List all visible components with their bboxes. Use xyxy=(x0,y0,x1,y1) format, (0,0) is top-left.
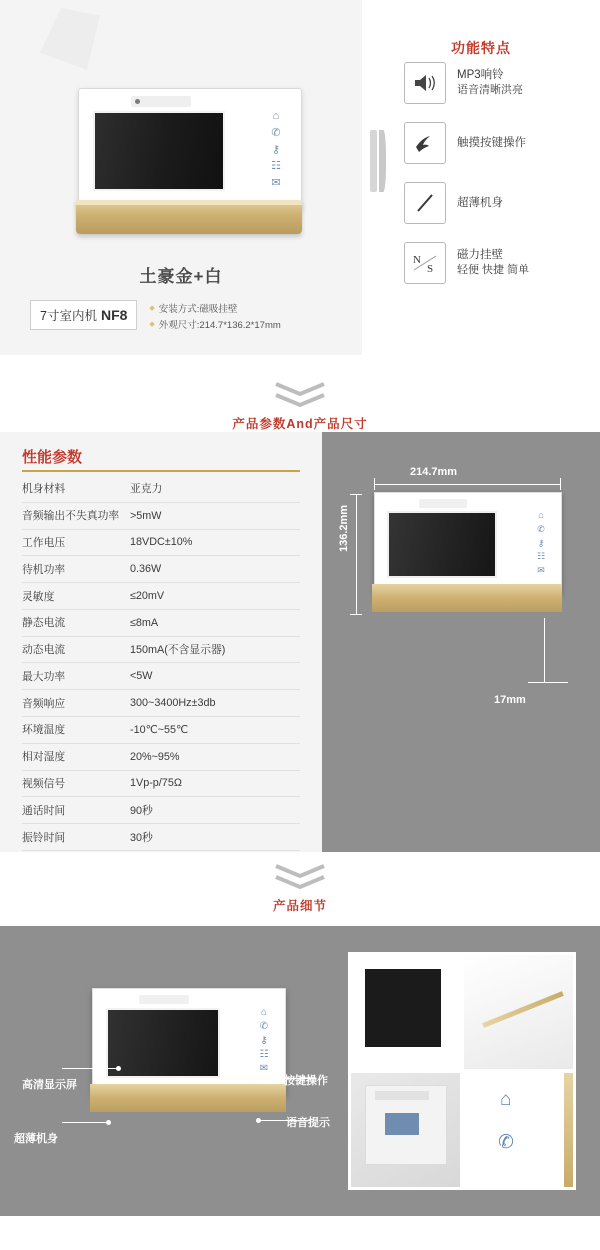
spec-value: >5mW xyxy=(130,502,300,529)
section-divider-params xyxy=(0,370,600,432)
divider-label-details: 产品细节 xyxy=(272,899,327,913)
feature-text-magnet xyxy=(457,247,529,280)
table-row xyxy=(22,502,300,529)
product-image-main xyxy=(78,88,300,238)
spec-key: 待机功率 xyxy=(22,556,130,583)
table-row xyxy=(22,476,300,502)
message-icon: ✉ xyxy=(271,177,281,189)
feature-line1: 触摸按键操作 xyxy=(457,136,526,149)
touch-hand-icon xyxy=(404,122,446,164)
feature-item-slim xyxy=(404,182,600,224)
product-image-detail xyxy=(92,988,284,1118)
dim-tick-thick xyxy=(528,682,568,683)
svg-text:S: S xyxy=(427,263,434,274)
key-icon: ⚷ xyxy=(271,143,281,156)
table-row xyxy=(22,717,300,744)
model-label: 7寸室内机 xyxy=(40,309,97,323)
brand-logo xyxy=(139,995,189,1004)
specs-title-underline xyxy=(22,470,300,472)
home-icon: ⌂ xyxy=(538,510,544,520)
table-row xyxy=(22,663,300,690)
feature-item-magnet xyxy=(404,242,600,284)
menu-icon: ☷ xyxy=(271,160,281,173)
brand-logo xyxy=(131,96,191,107)
spec-key: 灵敏度 xyxy=(22,583,130,610)
spec-key: 音频输出不失真功率 xyxy=(22,502,130,529)
detail-photo-back xyxy=(351,1073,460,1187)
phone-icon: ✆ xyxy=(537,523,545,534)
dim-line-width xyxy=(374,484,560,485)
features-list xyxy=(404,62,600,302)
leader-line-slim xyxy=(62,1122,108,1123)
spec-key: 音频响应 xyxy=(22,690,130,717)
feature-line1: 磁力挂壁 xyxy=(457,248,503,261)
device-gold-base xyxy=(372,584,562,612)
home-icon: ⌂ xyxy=(500,1089,512,1110)
spec-key: 振铃时间 xyxy=(22,824,130,851)
feature-text-touch xyxy=(457,135,526,152)
dimension-diagram-panel xyxy=(322,432,600,852)
device-screen xyxy=(93,111,225,191)
spec-value: 20%~95% xyxy=(130,743,300,770)
dimension-height-label: 136.2mm xyxy=(338,504,350,552)
table-row xyxy=(22,743,300,770)
leader-line-display xyxy=(62,1068,118,1069)
home-icon: ⌂ xyxy=(272,110,280,122)
feature-line1: MP3响铃 xyxy=(457,68,504,81)
features-title: 功能特点 xyxy=(451,40,511,56)
device-touch-icons xyxy=(254,1008,274,1074)
feature-line1: 超薄机身 xyxy=(457,196,503,209)
spec-value: 亚克力 xyxy=(130,476,300,502)
detail-photo-screen xyxy=(351,955,460,1069)
spec-value: 30秒 xyxy=(130,824,300,851)
magnet-ns-icon xyxy=(404,242,446,284)
device-touch-icons xyxy=(263,111,289,189)
table-row xyxy=(22,583,300,610)
table-row xyxy=(22,529,300,556)
spec-value: 1Vp-p/75Ω xyxy=(130,770,300,797)
key-icon: ⚷ xyxy=(260,1035,268,1046)
dim-tick-right xyxy=(560,478,561,490)
leader-dot-keys xyxy=(264,1076,269,1081)
spec-value: 150mA(不含显示器) xyxy=(130,636,300,663)
detail-photo-buttons xyxy=(464,1073,573,1187)
callout-key-operation: 按键操作 xyxy=(284,1075,328,1087)
dimension-width-label: 214.7mm xyxy=(410,466,458,478)
table-row xyxy=(22,824,300,851)
message-icon: ✉ xyxy=(537,565,545,575)
detail-photo-edge xyxy=(464,955,573,1069)
spec-key: 工作电压 xyxy=(22,529,130,556)
model-info-row xyxy=(30,300,350,333)
spec-value: 300~3400Hz±3db xyxy=(130,690,300,717)
callout-display: 高清显示屏 xyxy=(22,1079,77,1091)
speaker-icon xyxy=(404,62,446,104)
device-screen xyxy=(106,1008,220,1078)
menu-icon: ☷ xyxy=(259,1049,269,1060)
leader-dot-display xyxy=(116,1066,121,1071)
spec-value: <5W xyxy=(130,663,300,690)
feature-item-touch xyxy=(404,122,600,164)
decorative-shape xyxy=(40,8,100,70)
device-body xyxy=(374,492,562,594)
spec-key: 相对湿度 xyxy=(22,743,130,770)
model-spec-list xyxy=(149,300,280,333)
spec-key: 机身材料 xyxy=(22,476,130,502)
dim-line-thick xyxy=(544,618,545,682)
spec-key: 视频信号 xyxy=(22,770,130,797)
hero-right-panel xyxy=(362,0,600,355)
spec-key: 静态电流 xyxy=(22,609,130,636)
spec-key: 通话时间 xyxy=(22,797,130,824)
specs-section xyxy=(0,432,600,852)
menu-icon: ☷ xyxy=(536,551,546,562)
feature-item-mp3 xyxy=(404,62,600,104)
spec-key: 最大功率 xyxy=(22,663,130,690)
spec-value: 0.36W xyxy=(130,556,300,583)
model-badge xyxy=(30,300,137,330)
spec-install: ◆ 安装方式:磁吸挂壁 xyxy=(149,302,280,318)
phone-icon: ✆ xyxy=(259,1021,269,1032)
feature-text-slim xyxy=(457,195,503,212)
table-row xyxy=(22,636,300,663)
device-gold-base xyxy=(76,200,302,234)
table-row xyxy=(22,797,300,824)
details-section xyxy=(0,926,600,1216)
spec-value: 90秒 xyxy=(130,797,300,824)
phone-icon: ✆ xyxy=(498,1132,514,1153)
phone-icon: ✆ xyxy=(271,126,281,139)
message-icon: ✉ xyxy=(259,1063,269,1074)
feature-line2: 轻便 快捷 简单 xyxy=(457,264,530,277)
spec-key: 环境温度 xyxy=(22,717,130,744)
callout-slim-body: 超薄机身 xyxy=(14,1133,58,1145)
section-divider-details xyxy=(0,852,600,926)
table-row xyxy=(22,770,300,797)
table-row xyxy=(22,556,300,583)
home-icon: ⌂ xyxy=(260,1007,268,1018)
dim-tick-top xyxy=(350,494,362,495)
leader-dot-voice xyxy=(256,1118,261,1123)
leader-dot-slim xyxy=(106,1120,111,1125)
hero-left-panel xyxy=(0,0,362,355)
spec-value: -10℃~55℃ xyxy=(130,717,300,744)
device-body xyxy=(78,88,302,212)
key-icon: ⚷ xyxy=(537,537,545,548)
dim-line-height xyxy=(356,494,357,614)
chevron-down-icon xyxy=(274,382,326,408)
spec-value: 18VDC±10% xyxy=(130,529,300,556)
dim-tick-left xyxy=(374,478,375,490)
feature-line2: 语音清晰洪亮 xyxy=(457,84,523,97)
specs-table-panel xyxy=(0,432,322,852)
model-code: NF8 xyxy=(100,307,128,323)
spec-value: ≤20mV xyxy=(130,583,300,610)
dimension-thickness-label: 17mm xyxy=(494,694,526,706)
spec-size: ◆ 外观尺寸:214.7*136.2*17mm xyxy=(149,318,280,334)
device-gold-base xyxy=(90,1084,286,1112)
divider-label-params: 产品参数And产品尺寸 xyxy=(232,417,368,431)
spec-value: ≤8mA xyxy=(130,609,300,636)
spec-key: 动态电流 xyxy=(22,636,130,663)
table-row xyxy=(22,609,300,636)
device-touch-icons xyxy=(531,511,551,575)
callout-voice-prompt: 语音提示 xyxy=(286,1117,330,1129)
detail-photo-grid xyxy=(348,952,576,1190)
hero-section xyxy=(0,0,600,370)
product-color-caption: 土豪金+白 xyxy=(139,267,223,286)
brand-logo xyxy=(419,499,467,508)
chevron-down-icon xyxy=(274,864,326,890)
slim-line-icon xyxy=(404,182,446,224)
table-row xyxy=(22,690,300,717)
device-body xyxy=(92,988,286,1094)
svg-text:N: N xyxy=(413,254,421,266)
specs-title: 性能参数 xyxy=(22,449,83,466)
arrow-decoration xyxy=(370,130,394,192)
feature-text-mp3 xyxy=(457,67,523,100)
product-image-dimension xyxy=(374,492,560,617)
device-screen xyxy=(387,511,497,578)
dim-tick-bottom xyxy=(350,614,362,615)
